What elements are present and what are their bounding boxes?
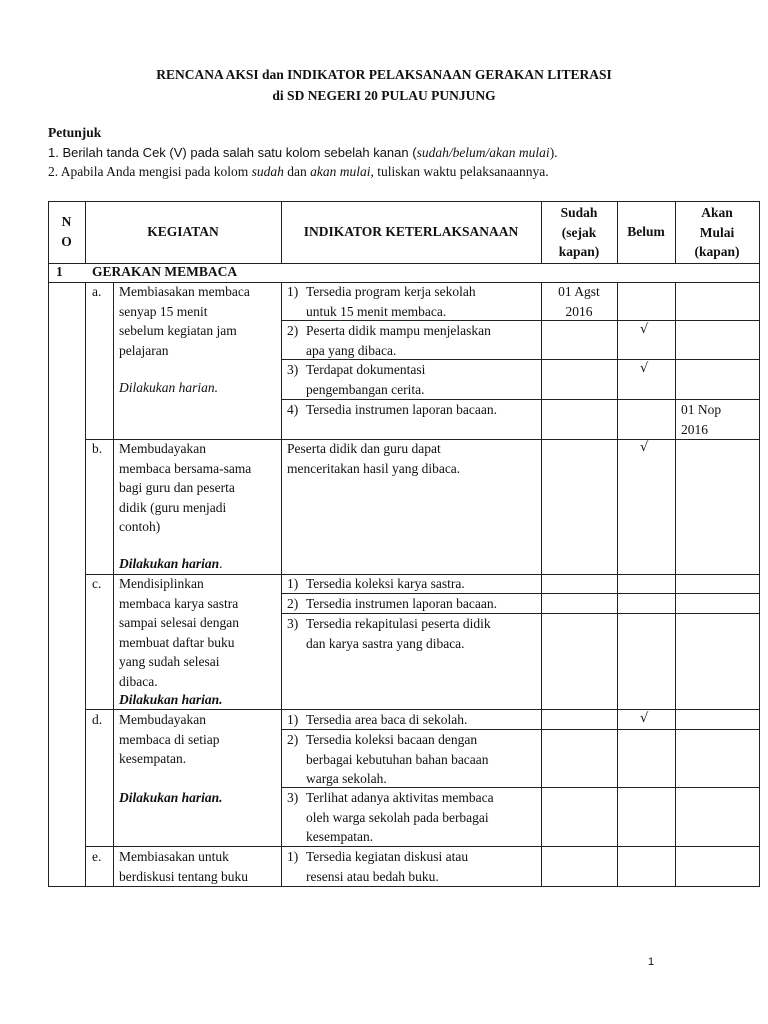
row-b-note: Dilakukan harian. [119,556,223,571]
row-c-note: Dilakukan harian. [119,692,223,707]
row-d-letter: d. [92,712,103,727]
row-d-activity: Membudayakan membaca di setiap kesempatan. [119,712,220,766]
header-indikator: INDIKATOR KETERLAKSANAAN [303,224,519,239]
check-mark: √ [640,361,649,376]
row-e-activity: Membiasakan untuk berdiskusi tentang buku [119,849,248,884]
instructions-heading: Petunjuk [48,125,102,140]
document-title-line2: di SD NEGERI 20 PULAU PUNJUNG [272,88,496,103]
row-c-letter: c. [92,576,102,591]
row-c-activity: Mendisiplinkan membaca karya sastra sampai selesai dengan membuat daftar buku yang sudah selesai dibaca. [119,576,239,689]
header-kegiatan: KEGIATAN [147,224,219,239]
check-mark: √ [640,711,649,726]
document-title-line1: RENCANA AKSI dan INDIKATOR PELAKSANAAN GERAKAN LITERASI [156,67,612,82]
header-belum: Belum [627,224,665,239]
row-a-note: Dilakukan harian. [119,380,218,395]
section-label: GERAKAN MEMBACA [92,264,238,279]
row-e-letter: e. [92,849,102,864]
row-a-letter: a. [92,284,102,299]
row-a-sudah: 01 Agst 2016 [558,284,600,319]
header-sudah: Sudah (sejak kapan) [558,205,600,259]
instruction-item-1: 1. Berilah tanda Cek (V) pada salah satu kolom sebelah kanan (sudah/belum/akan mulai). [48,145,558,160]
check-mark: √ [640,440,649,455]
page-number: 1 [648,956,655,968]
header-no: N O [61,214,72,249]
row-b-letter: b. [92,441,103,456]
check-mark: √ [640,322,649,337]
row-a-activity: Membiasakan membaca senyap 15 menit sebelum kegiatan jam pelajaran [119,284,250,358]
row-b-activity: Membudayakan membaca bersama-sama bagi guru dan peserta didik (guru menjadi contoh) [119,441,252,534]
row-a-akan-mulai: 01 Nop 2016 [681,402,722,437]
row-d-note: Dilakukan harian. [119,790,223,805]
header-akan-mulai: Akan Mulai (kapan) [694,205,740,259]
row-b-indicator: Peserta didik dan guru dapat menceritakan hasil yang dibaca. [287,441,461,476]
instruction-item-2: 2. Apabila Anda mengisi pada kolom sudah dan akan mulai, tuliskan waktu pelaksanaannya. [48,164,549,179]
section-number: 1 [56,264,63,279]
